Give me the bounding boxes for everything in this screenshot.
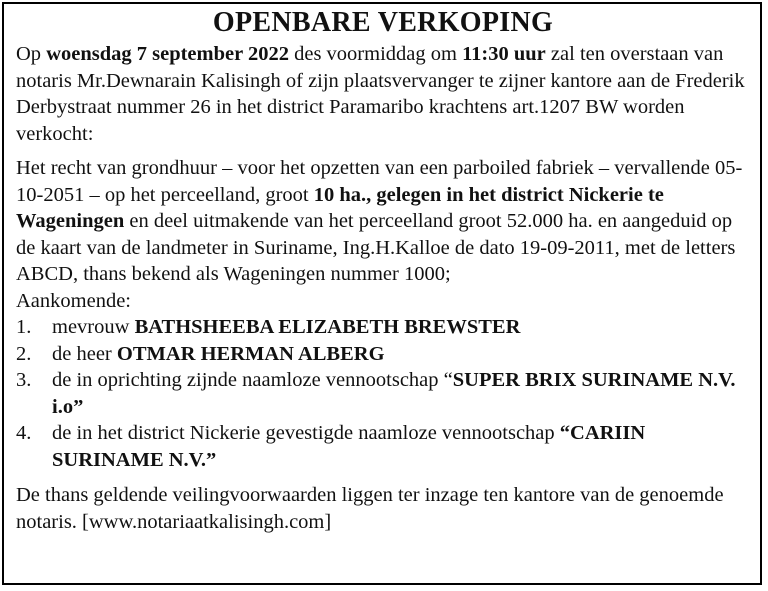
party-prefix: de in het district Nickerie gevestigde naamloze vennootschap (52, 422, 560, 444)
list-item (16, 420, 750, 473)
notice-title: OPENBARE VERKOPING (212, 7, 554, 38)
intro-text-1: Op (16, 43, 47, 65)
list-item (16, 367, 750, 420)
public-sale-notice (2, 2, 762, 585)
aankomende-label: Aankomende: (16, 289, 131, 312)
party-prefix: de heer (52, 342, 117, 365)
parties-list (16, 314, 750, 473)
list-item (16, 341, 750, 368)
closing-paragraph: De thans geldende veilingvoorwaarden liggen ter inzage ten kantore van de genoemde notaris. [www.notariaatkalisingh.com] (16, 484, 724, 533)
intro-paragraph (16, 41, 750, 147)
list-number: 2. (16, 342, 32, 365)
party-name: BATHSHEEBA ELIZABETH BREWSTER (134, 316, 521, 338)
list-number: 3. (16, 369, 32, 391)
property-text-2: en deel uitmakende van het perceelland groot 52.000 ha. en aangeduid op de kaart van de landmeter in Suriname, Ing.H.Kalloe de dato 19-09-2011, met de letters ABCD, thans bekend als Wageningen nummer 1000; (16, 210, 736, 285)
list-item (16, 314, 750, 341)
list-number: 1. (16, 316, 32, 338)
intro-text-3: zal ten overstaan van notaris Mr.Dewnarain Kalisingh of zijn plaatsvervanger te zijner kantore aan de Frederik Derbystraat nummer 26 in het district Paramaribo krachtens art.1207 BW worden verkocht: (16, 43, 745, 145)
property-text-1: Het recht van grondhuur – voor het opzetten van een parboiled fabriek – vervallende 05-10-2051 – op het perceelland, groot (16, 157, 743, 206)
party-name: SUPER BRIX SURINAME N.V. i.o” (52, 369, 736, 418)
intro-text-2: des voormiddag om (288, 43, 463, 65)
party-name: OTMAR HERMAN ALBERG (116, 342, 385, 365)
list-number: 4. (16, 422, 32, 444)
party-name: “CARIIN SURINAME N.V.” (52, 422, 646, 471)
property-paragraph (16, 155, 750, 288)
party-prefix: mevrouw (52, 316, 135, 338)
party-prefix: de in oprichting zijnde naamloze vennootschap “ (52, 369, 453, 391)
property-size-location: 10 ha., gelegen in het district Nickerie te Wageningen (16, 183, 664, 232)
sale-time: 11:30 uur (462, 43, 546, 65)
sale-date: woensdag 7 september 2022 (46, 43, 289, 65)
